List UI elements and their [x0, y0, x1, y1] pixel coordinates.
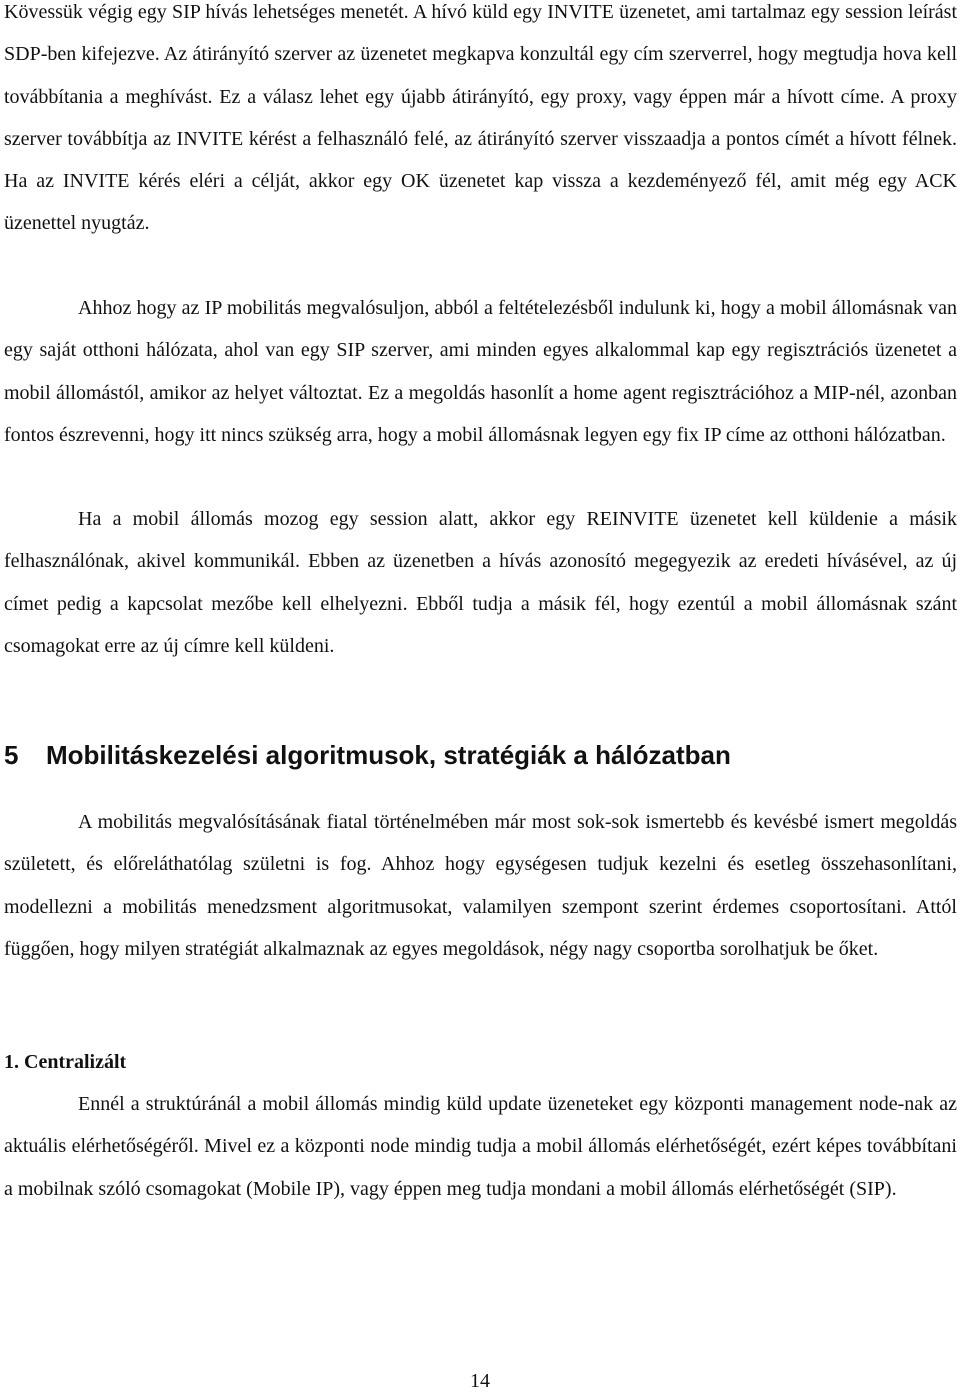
- section-title: Mobilitáskezelési algoritmusok, stratégiák a hálózatban: [46, 740, 731, 770]
- paragraph-strategies-intro: A mobilitás megvalósításának fiatal történelmében már most sok-sok ismertebb és kevésbé ismert megoldás született, és előreláthatólag születni is fog. Ahhoz hogy egységesen tudjuk kezelni és esetleg összehasonlítani, modellezni a mobilitás menedzsment algoritmusokat, valamilyen szempont szerint érdemes csoportosítani. Attól függően, hogy milyen stratégiát alkalmaznak az egyes megoldások, négy nagy csoportba sorolhatjuk be őket.: [4, 811, 957, 960]
- subsection-heading: 1. Centralizált: [4, 1051, 127, 1073]
- section-heading: [4, 735, 731, 775]
- paragraph-ip-mobility: Ahhoz hogy az IP mobilitás megvalósuljon, abból a feltételezésből indulunk ki, hogy a mobil állomásnak van egy saját otthoni hálózata, ahol van egy SIP szerver, ami minden egyes alkalommal kap egy regisztrációs üzenetet a mobil állomástól, amikor az helyet változtat. Ez a megoldás hasonlít a home agent regisztrációhoz a MIP-nél, azonban fontos észrevenni, hogy itt nincs szükség arra, hogy a mobil állomásnak legyen egy fix IP címe az otthoni hálózatban.: [4, 297, 957, 446]
- page-number: 14: [470, 1370, 490, 1392]
- paragraph-sip-call-flow: Kövessük végig egy SIP hívás lehetséges menetét. A hívó küld egy INVITE üzenetet, ami tartalmaz egy session leírást SDP-ben kifejezve. Az átirányító szerver az üzenetet megkapva konzultál egy cím szerverrel, hogy megtudja hova kell továbbítania a meghívást. Ez a válasz lehet egy újabb átirányító, egy proxy, vagy éppen már a hívott címe. A proxy szerver továbbítja az INVITE kérést a felhasználó felé, az átirányító szerver visszaadja a pontos címét a hívott félnek. Ha az INVITE kérés eléri a célját, akkor egy OK üzenetet kap vissza a kezdeményező fél, amit még egy ACK üzenettel nyugtáz.: [4, 1, 957, 235]
- paragraph-centralized: Ennél a struktúránál a mobil állomás mindig küld update üzeneteket egy központi management node-nak az aktuális elérhetőségéről. Mivel ez a központi node mindig tudja a mobil állomás elérhetőségét, ezért képes továbbítani a mobilnak szóló csomagokat (Mobile IP), vagy éppen meg tudja mondani a mobil állomás elérhetőségét (SIP).: [4, 1093, 957, 1200]
- section-number: 5: [4, 740, 19, 770]
- paragraph-reinvite: Ha a mobil állomás mozog egy session alatt, akkor egy REINVITE üzenetet kell küldenie a másik felhasználónak, akivel kommunikál. Ebben az üzenetben a hívás azonosító megegyezik az eredeti hívásével, az új címet pedig a kapcsolat mezőbe kell elhelyezni. Ebből tudja a másik fél, hogy ezentúl a mobil állomásnak szánt csomagokat erre az új címre kell küldeni.: [4, 508, 957, 657]
